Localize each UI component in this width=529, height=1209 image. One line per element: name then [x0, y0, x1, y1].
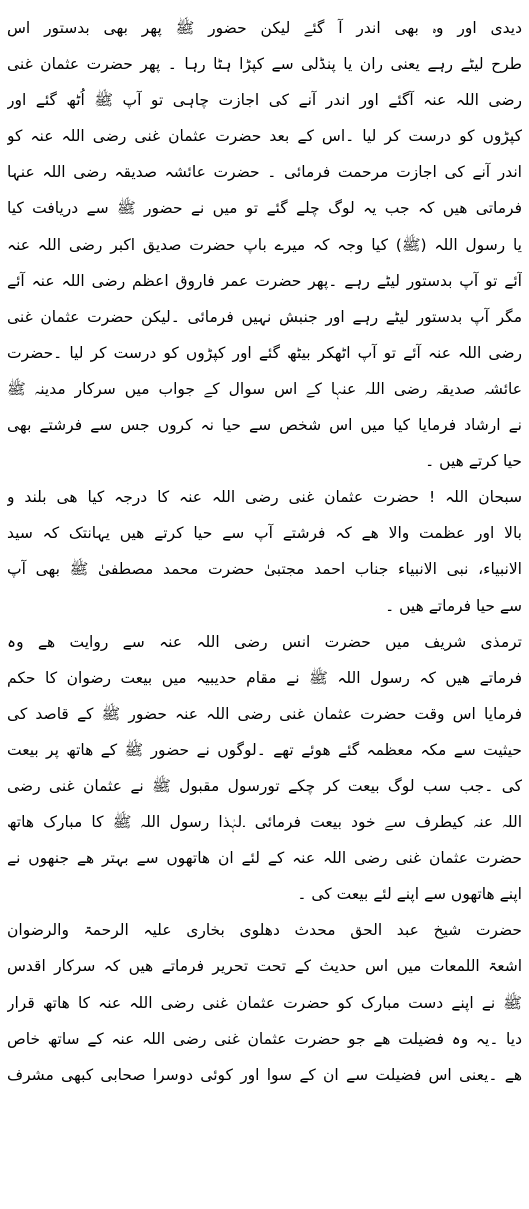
- text-line: طرح لیٹے رہے یعنی ران یا پنڈلی سے کپڑا ہٹا رہا ۔ پھر حضرت عثمان غنی: [7, 55, 522, 74]
- text-line: اشعۃ اللمعات میں اس حدیث کے تحت تحریر فرماتے ھیں کہ سرکار اقدس: [7, 957, 522, 976]
- paragraph-end-line: سے حیا فرماتے ھیں ۔: [385, 596, 522, 615]
- text-line: دیا ۔یہ وہ فضیلت ھے جو حضرت عثمان غنی رضی اللہ عنہ کے ساتھ خاص: [7, 1029, 522, 1048]
- text-line: یا رسول اللہ (ﷺ) کیا وجہ کہ میرے باپ حضرت صدیق اکبر رضی اللہ عنہ: [7, 235, 522, 254]
- text-line: ھے ۔یعنی اس فضیلت سے ان کے سوا اور کوئی دوسرا صحابی کبھی مشرف: [7, 1065, 522, 1084]
- text-line: حضرت عثمان غنی رضی اللہ عنہ کے لئے ان ھاتھوں سے بہتر ھے جنھوں نے: [7, 849, 522, 868]
- text-line: اندر آنے کی اجازت مرحمت فرمائی ۔ حضرت عائشہ صدیقہ رضی اللہ عنہا: [7, 163, 522, 182]
- text-line: فرماتی ھیں کہ جب یہ لوگ چلے گئے تو میں نے حضور ﷺ سے دریافت کیا: [7, 199, 522, 218]
- text-line: بالا اور عظمت والا ھے کہ فرشتے آپ سے حیا کرتے ھیں یہانتک کہ سید: [7, 524, 522, 543]
- text-line: کی ۔جب سب لوگ بیعت کر چکے تورسول مقبول ﷺ نے عثمان غنی رضی: [7, 776, 522, 795]
- text-line: الانبیاء، نبی الانبیاء جناب احمد مجتبیٰ حضرت محمد مصطفیٰ ﷺ بھی آپ: [7, 560, 522, 579]
- text-line: عائشہ صدیقہ رضی اللہ عنہا کے اس سوال کے جواب میں سرکار مدینہ ﷺ: [7, 379, 522, 398]
- text-line: نے ارشاد فرمایا کیا میں اس شخص سے حیا نہ کروں جس سے فرشتے بھی: [7, 416, 522, 435]
- text-line: رضی اللہ عنہ آئے تو آپ اٹھکر بیٹھ گئے اور کپڑوں کو درست کر لیا ۔حضرت: [7, 343, 522, 362]
- text-line: آئے تو آپ بدستور لیٹے رہے ۔پھر حضرت عمر فاروق اعظم رضی اللہ عنہ آئے: [7, 271, 522, 290]
- paragraph-start-line: سبحان اللہ ! حضرت عثمان غنی رضی اللہ عنہ کا درجہ کیا ھی بلند و: [7, 488, 522, 507]
- text-line: ﷺ نے اپنے دست مبارک کو حضرت عثمان غنی رضی اللہ عنہ کا ھاتھ قرار: [7, 993, 522, 1012]
- text-line: فرماتے ھیں کہ رسول اللہ ﷺ نے مقام حدیبیہ میں بیعت رضوان کا حکم: [7, 668, 522, 687]
- text-line: حیثیت سے مکہ معظمہ گئے ھوئے تھے ۔لوگوں نے حضور ﷺ کے ھاتھ پر بیعت: [7, 740, 522, 759]
- text-line: مگر آپ بدستور لیٹے رہے اور جنبش نہیں فرمائی ۔لیکن حضرت عثمان غنی: [7, 307, 522, 326]
- text-line: کپڑوں کو درست کر لیا ۔اس کے بعد حضرت عثمان غنی رضی اللہ عنہ کو: [7, 127, 522, 146]
- text-line: اللہ عنہ کیطرف سے خود بیعت فرمائی ۔لہٰذا رسول اللہ ﷺ کا مبارک ھاتھ: [7, 813, 522, 832]
- paragraph-start-line: ترمذی شریف میں حضرت انس رضی اللہ عنہ سے روایت ھے وہ: [7, 632, 522, 651]
- text-line: دیدی اور وہ بھی اندر آ گئے لیکن حضور ﷺ پھر بھی بدستور اس: [7, 19, 522, 37]
- document-page: [7, 10, 522, 1093]
- paragraph-end-line: اپنے ھاتھوں سے اپنے لئے بیعت کی ۔: [297, 885, 522, 904]
- paragraph-start-line: حضرت شیخ عبد الحق محدث دھلوی بخاری علیہ الرحمۃ والرضوان: [7, 921, 522, 940]
- text-line: فرمایا اس وقت حضرت عثمان غنی رضی اللہ عنہ حضور ﷺ کے قاصد کی: [7, 704, 522, 723]
- paragraph-end-line: حیا کرتے ھیں ۔: [425, 452, 522, 471]
- text-line: رضی اللہ عنہ آگئے اور اندر آنے کی اجازت چاہی تو آپ ﷺ اُٹھ گئے اور: [7, 91, 522, 110]
